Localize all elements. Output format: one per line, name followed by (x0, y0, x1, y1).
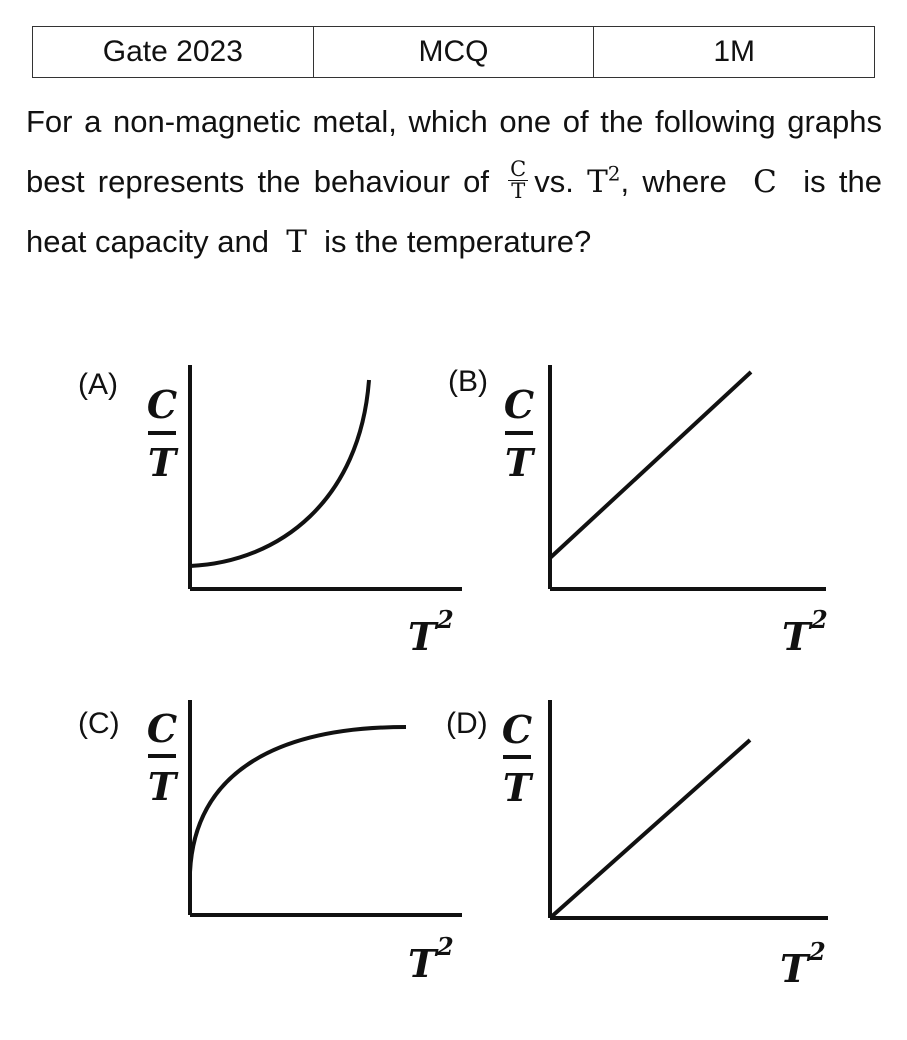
graph-d-y-den: T (502, 765, 532, 810)
graph-a (190, 365, 462, 589)
t-exponent: 2 (607, 161, 621, 186)
option-a-label: (A) (78, 368, 118, 401)
option-c-label: (C) (78, 707, 120, 740)
graph-c (190, 700, 462, 915)
graph-a-y-den: T (147, 440, 177, 485)
graph-b-x-base: T (782, 614, 811, 659)
t-symbol: T (587, 164, 608, 200)
graph-b (550, 365, 826, 589)
graph-b-y-num: C (503, 382, 535, 427)
question-part3: , (620, 164, 630, 199)
graph-d-x-exp: 2 (809, 937, 826, 966)
graph-a-curve (190, 380, 369, 566)
graph-c-curve (190, 727, 406, 872)
graph-c-y-den: T (147, 764, 177, 809)
graph-c-x-exp: 2 (437, 932, 454, 961)
marks-cell: 1M (594, 27, 875, 78)
graph-d-line (550, 740, 750, 918)
question-type-cell: MCQ (313, 27, 594, 78)
option-d-label: (D) (446, 707, 488, 740)
fraction-denominator: T (511, 179, 526, 204)
graph-a-x-base: T (408, 614, 437, 659)
fraction-numerator: C (510, 157, 527, 182)
graph-b-line (550, 372, 751, 558)
graph-a-x-exp: 2 (437, 605, 454, 634)
question-part2: vs. (534, 164, 574, 199)
c-symbol: C (753, 164, 777, 200)
option-b-label: (B) (448, 365, 488, 398)
question-part5: is the heat capacity and (26, 164, 882, 259)
graph-c-y-num: C (146, 706, 178, 751)
question-part1: For a non-magnetic metal, which one of the following graphs best represents the behaviour of (26, 104, 882, 199)
t-symbol-2: T (286, 224, 307, 260)
graph-d-y-num: C (501, 707, 533, 752)
graph-c-x-base: T (408, 941, 437, 986)
graph-b-x-exp: 2 (811, 605, 828, 634)
question-part4: where (642, 164, 727, 199)
graph-a-y-num: C (146, 382, 178, 427)
question-part6: is the temperature? (324, 224, 592, 259)
graph-d-x-base: T (780, 946, 809, 991)
graph-d (550, 700, 828, 918)
graph-b-y-den: T (504, 440, 534, 485)
exam-cell: Gate 2023 (33, 27, 314, 78)
